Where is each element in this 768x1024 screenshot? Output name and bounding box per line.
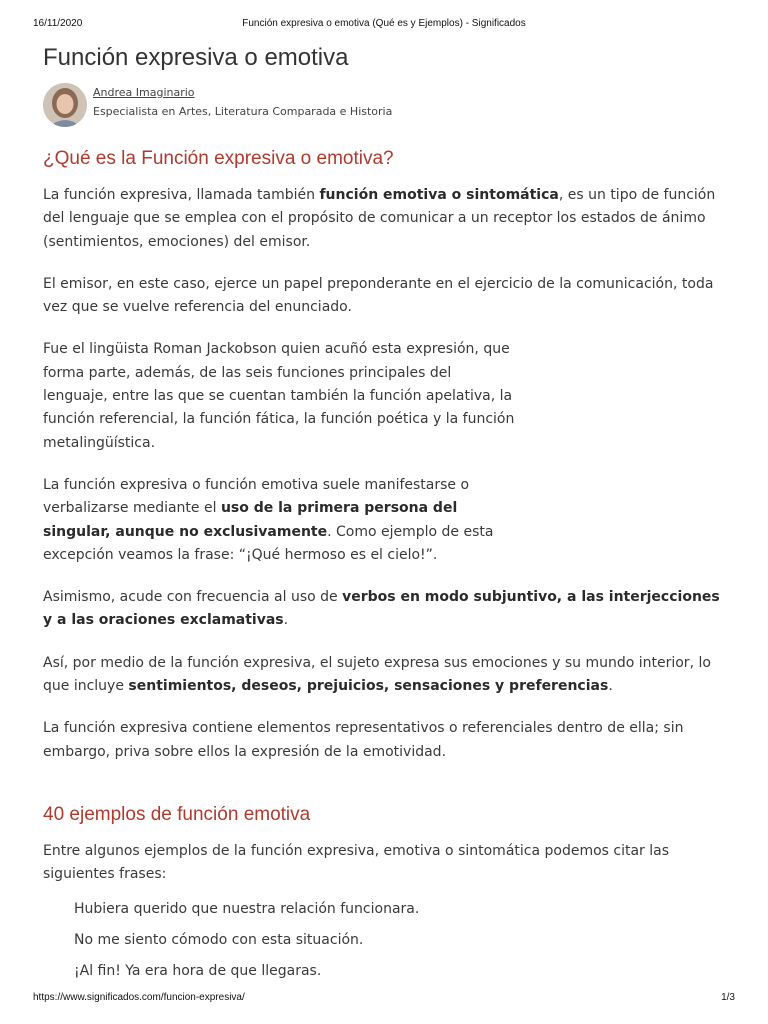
bold-text: uso de la primera persona del singular, aunque no exclusivamente <box>43 500 458 540</box>
list-item: ¡Al fin! Ya era hora de que llegaras. <box>74 962 322 979</box>
bold-text: función emotiva o sintomática <box>319 187 559 203</box>
text: Asimismo, acude con frecuencia al uso de <box>43 589 343 606</box>
list-item: Hubiera querido que nuestra relación funcionara. <box>74 900 420 917</box>
paragraph-referential: La función expresiva contiene elementos representativos o referenciales dentro de ella; sin embargo, priva sobre ellos la expresión de la emotividad. <box>43 720 684 760</box>
section-heading-what-is: ¿Qué es la Función expresiva o emotiva? <box>43 148 394 169</box>
text: , es un tipo de función del lenguaje que se emplea con el propósito de comunicar a un receptor los estados de ánimo (sentimientos, emociones) del emisor. <box>43 187 716 250</box>
bold-text: verbos en modo subjuntivo, a las interjecciones y a las oraciones exclamativas <box>43 589 720 629</box>
examples-list <box>43 901 733 979</box>
paragraph-subjunctive <box>43 586 733 633</box>
text: . <box>608 678 613 695</box>
paragraph-emotions <box>43 652 733 699</box>
author-name-link[interactable]: Andrea Imaginario <box>93 86 195 99</box>
print-date: 16/11/2020 <box>33 18 83 29</box>
author-avatar <box>43 83 87 127</box>
article-body <box>43 148 733 994</box>
paragraph-emitter: El emisor, en este caso, ejerce un papel preponderante en el ejercicio de la comunicación, toda vez que se vuelve referencia del enunciado. <box>43 275 714 316</box>
print-footer <box>0 992 768 1006</box>
text: La función expresiva o función emotiva suele manifestarse o verbalizarse mediante el <box>43 476 470 517</box>
text: Así, por medio de la función expresiva, el sujeto expresa sus emociones y su mundo interior, lo que incluye <box>43 654 711 695</box>
section-heading-examples: 40 ejemplos de función emotiva <box>43 803 311 825</box>
text: . Como ejemplo de esta excepción veamos la frase: “¡Qué hermoso es el cielo!”. <box>43 523 494 563</box>
list-item: No me siento cómodo con esta situación. <box>74 931 364 948</box>
author-photo-icon <box>43 83 87 127</box>
text: La función expresiva, llamada también <box>43 187 320 203</box>
page-url: https://www.significados.com/funcion-expresiva/ <box>33 992 245 1003</box>
paragraph-jackobson: Fue el lingüista Roman Jackobson quien acuñó esta expresión, que forma parte, además, de las seis funciones principales del lenguaje, entre las que se cuentan también la función apelativa, la función referencial, la función fática, la función poética y la función metalingüística. <box>43 341 515 451</box>
text: . <box>283 612 289 629</box>
bold-text: sentimientos, deseos, prejuicios, sensaciones y preferencias <box>128 678 609 695</box>
author-role: Especialista en Artes, Literatura Comparada e Historia <box>93 105 393 118</box>
paragraph-examples-intro: Entre algunos ejemplos de la función expresiva, emotiva o sintomática podemos citar las siguientes frases: <box>43 842 670 883</box>
paragraph-definition <box>43 184 733 254</box>
print-document-title: Función expresiva o emotiva (Qué es y Ejemplos) - Significados <box>242 18 526 29</box>
page-number: 1/3 <box>721 992 735 1003</box>
paragraph-first-person <box>43 474 518 567</box>
page-title: Función expresiva o emotiva <box>43 44 349 71</box>
print-header <box>0 18 768 32</box>
